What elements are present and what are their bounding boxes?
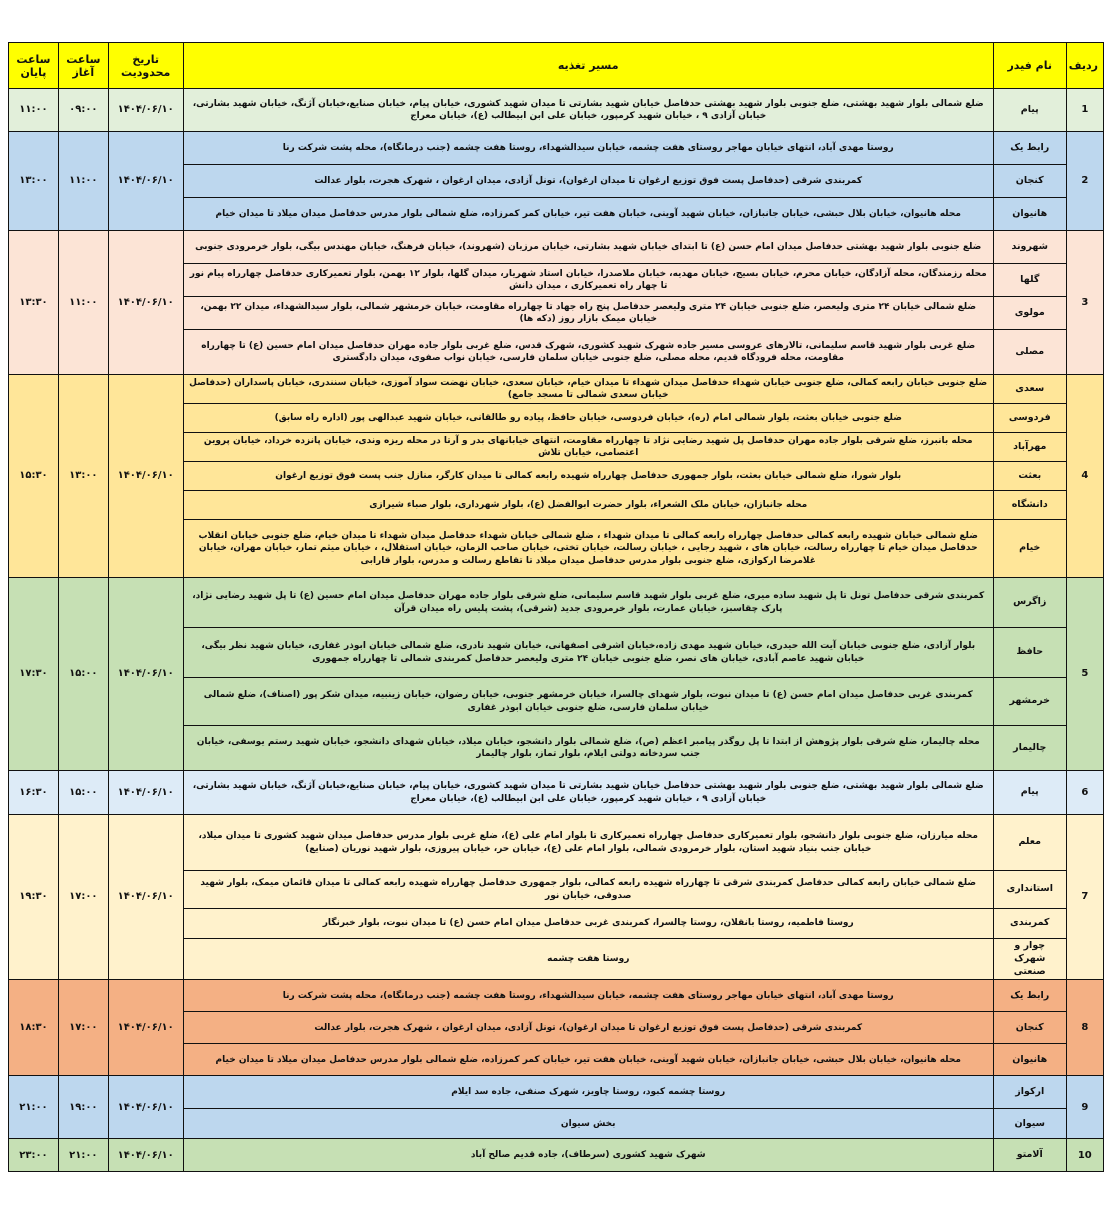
route-cell: ضلع شمالی بلوار شهید بهشتی، ضلع جنوبی بلوار شهید بهشتی حدفاصل خیابان شهید بشارتی تا میدان شهید کشوری، خیابان پیام، خیابان صنایع،خیابان آژنگ، خیابان شهید بشارتی، خیابان آزادی ۹ ، خیابان شهید کرمپور، خیابان علی ابن ابیطالب (ع)، خیابان معراج (183, 771, 993, 815)
header-start-time: ساعت آغاز (58, 43, 108, 89)
route-cell: ضلع غربی بلوار شهید قاسم سلیمانی، تالارهای عروسی مسیر جاده شهرک شهید کشوری، شهرک قدس، ضلع غربی بلوار جاده مهران حدفاصل میدان امام حسین (ع) تا چهارراه مقاومت، محله فرودگاه قدیم، محله مصلی، ضلع جنوبی خیابان سلمان فارسی، خیابان نواب صفوی، میدان دادگستری (183, 330, 993, 375)
table-row (9, 132, 1104, 165)
start-time-cell: ۱۹:۰۰ (58, 1076, 108, 1139)
route-cell: شهرک شهید کشوری (سرطاف)، جاده قدیم صالح آباد (183, 1139, 993, 1172)
table-row (9, 980, 1104, 1012)
feeder-name-cell: پیام (993, 89, 1066, 132)
feeder-name-cell: خرمشهر (993, 678, 1066, 726)
start-time-cell: ۱۱:۰۰ (58, 231, 108, 375)
date-cell: ۱۴۰۴/۰۶/۱۰ (108, 1076, 183, 1139)
feeder-name-cell: مهرآباد (993, 433, 1066, 462)
feeder-name-cell: پیام (993, 771, 1066, 815)
date-cell: ۱۴۰۴/۰۶/۱۰ (108, 375, 183, 578)
table-row (9, 89, 1104, 132)
route-cell: محله هانیوان، خیابان بلال حبشی، خیابان جانبازان، خیابان شهید آوینی، خیابان هفت تیر، خیابان کمر کمرزاده، ضلع شمالی بلوار مدرس حدفاصل میدان میلاد تا میدان خیام (183, 198, 993, 231)
feeder-name-cell: رابط یک (993, 132, 1066, 165)
date-cell: ۱۴۰۴/۰۶/۱۰ (108, 132, 183, 231)
end-time-cell: ۲۱:۰۰ (9, 1076, 59, 1139)
route-cell: روستا فاطمیه، روستا بانقلان، روستا چالسرا، کمربندی غربی حدفاصل میدان امام حسن (ع) تا میدان نبوت، بلوار خبرنگار (183, 909, 993, 939)
feeder-name-cell: معلم (993, 815, 1066, 871)
feeder-name-cell: چوار و شهرک صنعتی (993, 939, 1066, 980)
table-row (9, 815, 1104, 871)
start-time-cell: ۰۹:۰۰ (58, 89, 108, 132)
feeder-name-cell: کمربندی (993, 909, 1066, 939)
end-time-cell: ۱۵:۳۰ (9, 375, 59, 578)
table-body (9, 89, 1104, 1172)
feeder-name-cell: گلها (993, 264, 1066, 297)
route-cell: محله هانیوان، خیابان بلال حبشی، خیابان جانبازان، خیابان شهید آوینی، خیابان هفت تیر، خیابان کمر کمرزاده، ضلع شمالی بلوار مدرس حدفاصل میدان میلاد تا میدان خیام (183, 1044, 993, 1076)
route-cell: کمربندی شرقی (حدفاصل پست فوق توزیع ارغوان تا میدان ارغوان)، تونل آزادی، میدان ارغوان ، شهرک هجرت، بلوار عدالت (183, 165, 993, 198)
start-time-cell: ۱۷:۰۰ (58, 980, 108, 1076)
header-end-time: ساعت پایان (9, 43, 59, 89)
feeder-name-cell: رابط یک (993, 980, 1066, 1012)
start-time-cell: ۱۵:۰۰ (58, 578, 108, 771)
feeder-name-cell: چالیمار (993, 726, 1066, 771)
header-date: تاریخ محدودیت (108, 43, 183, 89)
start-time-cell: ۱۳:۰۰ (58, 375, 108, 578)
feeder-name-cell: مصلی (993, 330, 1066, 375)
route-cell: کمربندی شرقی حدفاصل تونل تا پل شهید ساده میری، ضلع غربی بلوار شهید قاسم سلیمانی، ضلع شرقی بلوار جاده مهران حدفاصل میدان امام حسین (ع) تا پل شهید رضایی نژاد، پارک چقاسبز، خیابان عمارت، بلوار خرمرودی جدید (شرقی)، پشت پلیس راه میدان قرآن (183, 578, 993, 628)
feeder-name-cell: شهروند (993, 231, 1066, 264)
feeder-name-cell: فردوسی (993, 404, 1066, 433)
row-number-cell: 3 (1066, 231, 1103, 375)
table-row (9, 1139, 1104, 1172)
header-route: مسیر تغذیه (183, 43, 993, 89)
route-cell: ضلع جنوبی بلوار شهید بهشتی حدفاصل میدان امام حسن (ع) تا ابتدای خیابان شهید بشارتی، خیابان مرزبان (شهروند)، خیابان فرهنگ، خیابان مهندس بیگی، بلوار خرمرودی جنوبی (183, 231, 993, 264)
feeder-name-cell: خیام (993, 520, 1066, 578)
feeder-name-cell: هانیوان (993, 198, 1066, 231)
feeder-name-cell: حافظ (993, 628, 1066, 678)
end-time-cell: ۱۹:۳۰ (9, 815, 59, 980)
row-number-cell: 6 (1066, 771, 1103, 815)
route-cell: محله چالیمار، ضلع شرقی بلوار پژوهش از ابتدا تا پل روگذر پیامبر اعظم (ص)، ضلع شمالی بلوار دانشجو، خیابان میلاد، خیابان شهدای دانشجو، خیابان شهید رستم یوسفی، خیابان جنب سردخانه دولتی ایلام، بلوار تماز، بلوار چالیمار (183, 726, 993, 771)
end-time-cell: ۱۱:۰۰ (9, 89, 59, 132)
start-time-cell: ۱۱:۰۰ (58, 132, 108, 231)
route-cell: ضلع جنوبی خیابان رابعه کمالی، ضلع جنوبی خیابان شهداء حدفاصل میدان شهداء تا میدان خیام، خیابان سعدی، خیابان نهضت سواد آموزی، خیابان سنندری، خیابان پاسداران (حدفاصل خیابان سعدی شمالی تا مسجد جامع) (183, 375, 993, 404)
date-cell: ۱۴۰۴/۰۶/۱۰ (108, 980, 183, 1076)
route-cell: روستا مهدی آباد، انتهای خیابان مهاجر روستای هفت چشمه، خیابان سیدالشهداء، روستا هفت چشمه (جنب درمانگاه)، محله پشت شرکت رنا (183, 980, 993, 1012)
start-time-cell: ۱۷:۰۰ (58, 815, 108, 980)
end-time-cell: ۱۷:۳۰ (9, 578, 59, 771)
row-number-cell: 8 (1066, 980, 1103, 1076)
date-cell: ۱۴۰۴/۰۶/۱۰ (108, 771, 183, 815)
date-cell: ۱۴۰۴/۰۶/۱۰ (108, 89, 183, 132)
route-cell: محله بانبرز، ضلع شرقی بلوار جاده مهران حدفاصل پل شهید رضایی نژاد تا چهارراه مقاومت، انتهای خیابانهای بدر و آرتا در محله ریزه وندی، خیابان پانزده خرداد، خیابان پروین اعتصامی، خیابان تلاش (183, 433, 993, 462)
date-cell: ۱۴۰۴/۰۶/۱۰ (108, 578, 183, 771)
row-number-cell: 2 (1066, 132, 1103, 231)
outage-schedule-table (8, 42, 1104, 1172)
header-feeder-name: نام فیدر (993, 43, 1066, 89)
route-cell: کمربندی شرقی (حدفاصل پست فوق توزیع ارغوان تا میدان ارغوان)، تونل آزادی، میدان ارغوان ، شهرک هجرت، بلوار عدالت (183, 1012, 993, 1044)
end-time-cell: ۱۶:۳۰ (9, 771, 59, 815)
route-cell: محله میارزان، ضلع جنوبی بلوار دانشجو، بلوار تعمیرکاری حدفاصل چهارراه تعمیرکاری تا بلوار امام علی (ع)، ضلع غربی بلوار مدرس حدفاصل میدان شهید کشوری تا میدان میلاد، خیابان جنب بنیاد شهید استان، بلوار خرمرودی شمالی، بلوار امام علی (ع)، خیابان حر، خیابان پیروزی، بلوار شهید نوریان (صنایع) (183, 815, 993, 871)
date-cell: ۱۴۰۴/۰۶/۱۰ (108, 815, 183, 980)
start-time-cell: ۲۱:۰۰ (58, 1139, 108, 1172)
feeder-name-cell: ارکواز (993, 1076, 1066, 1109)
route-cell: کمربندی غربی حدفاصل میدان امام حسن (ع) تا میدان نبوت، بلوار شهدای چالسرا، خیابان خرمشهر جنوبی، خیابان رضوان، خیابان زینبیه، میدان شکر پور (اصناف)، ضلع شمالی خیابان سلمان فارسی، ضلع جنوبی خیابان ابوذر غفاری (183, 678, 993, 726)
feeder-name-cell: بعثت (993, 462, 1066, 491)
route-cell: ضلع شمالی خیابان شهیده رابعه کمالی حدفاصل چهارراه رابعه کمالی تا میدان شهداء ، ضلع شمالی خیابان شهداء حدفاصل میدان شهداء تا میدان خیام، ضلع جنوبی خیابان انقلاب حدفاصل میدان خیام تا چهارراه رسالت، خیابان های ، شهید رجایی ، خیابان رسالت، خیابان تختی، خیابان صاحب الزمان، خیابان استقلال، ، خیابان میثم تمار، خیابان مهران، خیابان غلامرضا ارکوازی، ضلع جنوبی بلوار مدرس حدفاصل میدان میلاد تا تقاطع رسالت و مدرس، بلوار قارابی (183, 520, 993, 578)
route-cell: ضلع شمالی خیابان رابعه کمالی حدفاصل کمربندی شرقی تا چهارراه شهیده رابعه کمالی، بلوار جمهوری حدفاصل چهارراه شهیده رابعه کمالی تا میدان قائمان میمک، بلوار شهید صدوقی، خیابان نور (183, 871, 993, 909)
feeder-name-cell: کنجان (993, 1012, 1066, 1044)
feeder-name-cell: مولوی (993, 297, 1066, 330)
table-row (9, 771, 1104, 815)
route-cell: ضلع شمالی بلوار شهید بهشتی، ضلع جنوبی بلوار شهید بهشتی حدفاصل خیابان شهید بشارتی تا میدان شهید کشوری، خیابان پیام، خیابان صنایع،خیابان آژنگ، خیابان شهید بشارتی، خیابان آزادی ۹ ، خیابان شهید کرمپور، خیابان علی ابن ابیطالب (ع)، خیابان معراج (183, 89, 993, 132)
route-cell: روستا مهدی آباد، انتهای خیابان مهاجر روستای هفت چشمه، خیابان سیدالشهداء، روستا هفت چشمه (جنب درمانگاه)، محله پشت شرکت رنا (183, 132, 993, 165)
table-row (9, 578, 1104, 628)
route-cell: روستا هفت چشمه (183, 939, 993, 980)
route-cell: ضلع شمالی خیابان ۲۴ متری ولیعصر، ضلع جنوبی خیابان ۲۴ متری ولیعصر حدفاصل پنج راه جهاد تا چهارراه مقاومت، خیابان خرمشهر شمالی، بلوار سیدالشهداء، میدان ۲۲ بهمن، خیابان میمک بازار روز (دکه ها) (183, 297, 993, 330)
feeder-name-cell: هانیوان (993, 1044, 1066, 1076)
route-cell: محله جانبازان، خیابان ملک الشعراء، بلوار حضرت ابوالفضل (ع)، بلوار شهرداری، بلوار صباء شیرازی (183, 491, 993, 520)
route-cell: بخش سیوان (183, 1109, 993, 1139)
table-row (9, 375, 1104, 404)
header-row (9, 43, 1104, 89)
route-cell: محله رزمندگان، محله آزادگان، خیابان محرم، خیابان بسیج، خیابان مهدیه، خیابان ملاصدرا، خیابان استاد شهریار، میدان گلها، بلوار ۱۲ بهمن، بلوار تعمیرکاری حدفاصل چهارراه پیام نور تا چهار راه تعمیرکاری ، میدان دانش (183, 264, 993, 297)
feeder-name-cell: سعدی (993, 375, 1066, 404)
feeder-name-cell: استانداری (993, 871, 1066, 909)
route-cell: بلوار شورا، ضلع شمالی خیابان بعثت، بلوار جمهوری حدفاصل چهارراه شهیده رابعه کمالی تا میدان کارگر، منازل جنب پست فوق توزیع ارغوان (183, 462, 993, 491)
route-cell: روستا چشمه کبود، روستا چاویز، شهرک صنفی، جاده سد ایلام (183, 1076, 993, 1109)
feeder-name-cell: دانشگاه (993, 491, 1066, 520)
date-cell: ۱۴۰۴/۰۶/۱۰ (108, 231, 183, 375)
table-header (9, 43, 1104, 89)
feeder-name-cell: آلامتو (993, 1139, 1066, 1172)
header-row-number: ردیف (1066, 43, 1103, 89)
table-row (9, 1076, 1104, 1109)
row-number-cell: 9 (1066, 1076, 1103, 1139)
row-number-cell: 7 (1066, 815, 1103, 980)
row-number-cell: 10 (1066, 1139, 1103, 1172)
end-time-cell: ۱۸:۳۰ (9, 980, 59, 1076)
feeder-name-cell: کنجان (993, 165, 1066, 198)
feeder-name-cell: زاگرس (993, 578, 1066, 628)
date-cell: ۱۴۰۴/۰۶/۱۰ (108, 1139, 183, 1172)
end-time-cell: ۲۳:۰۰ (9, 1139, 59, 1172)
row-number-cell: 4 (1066, 375, 1103, 578)
row-number-cell: 1 (1066, 89, 1103, 132)
end-time-cell: ۱۳:۰۰ (9, 132, 59, 231)
row-number-cell: 5 (1066, 578, 1103, 771)
end-time-cell: ۱۳:۳۰ (9, 231, 59, 375)
route-cell: بلوار آزادی، ضلع جنوبی خیابان آیت الله حیدری، خیابان شهید مهدی زاده،خیابان اشرفی اصفهانی، خیابان شهید نادری، ضلع شمالی خیابان ابوذر غفاری، خیابان شهید نظر بیگی، خیابان شهید عاصم آبادی، خیابان های نصر، ضلع جنوبی خیابان ۲۴ متری ولیعصر حدفاصل کمربندی شمالی تا چهارراه جمهوری (183, 628, 993, 678)
table-row (9, 231, 1104, 264)
start-time-cell: ۱۵:۰۰ (58, 771, 108, 815)
route-cell: ضلع جنوبی خیابان بعثت، بلوار شمالی امام (ره)، خیابان فردوسی، خیابان حافظ، پیاده رو طالقانی، خیابان شهید عبدالهی پور (اداره راه سابق) (183, 404, 993, 433)
feeder-name-cell: سیوان (993, 1109, 1066, 1139)
